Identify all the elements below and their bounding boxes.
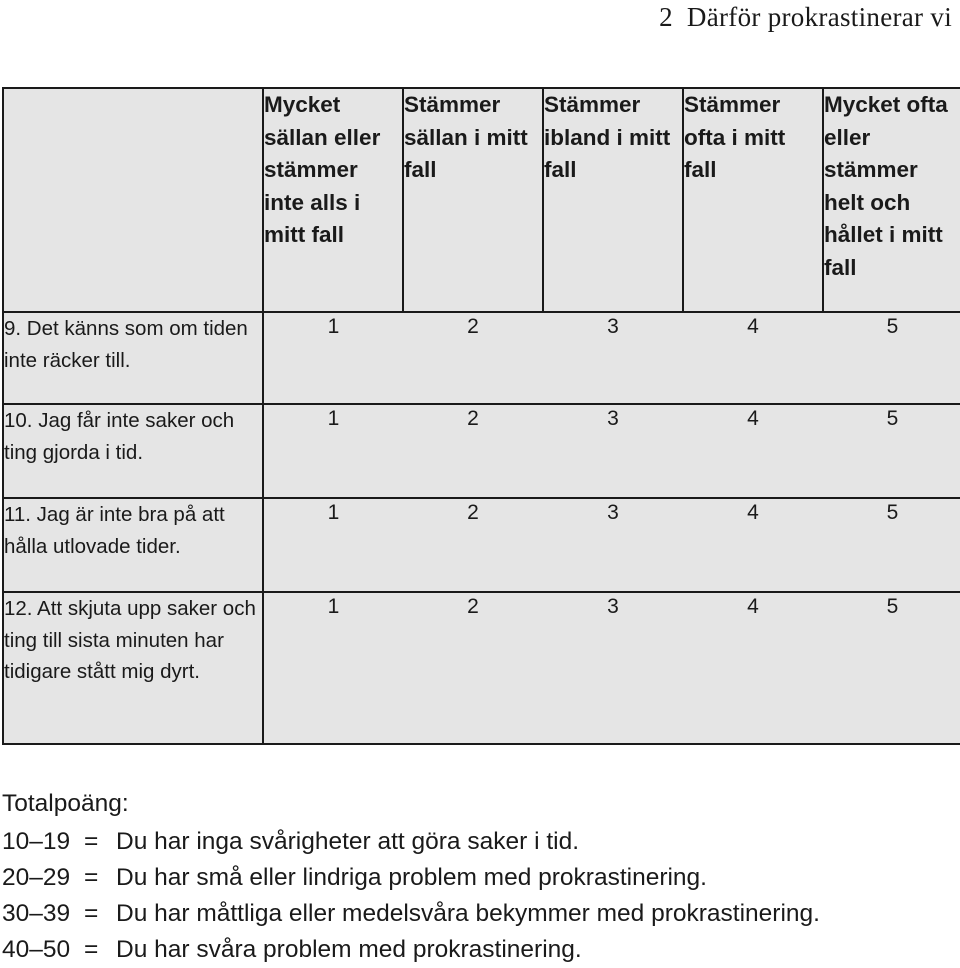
- equals-sign: =: [84, 864, 99, 891]
- score-cell[interactable]: 3: [543, 312, 683, 404]
- statement-cell: 11. Jag är inte bra på att hålla utlovade tider.: [3, 498, 263, 592]
- score-cell[interactable]: 2: [403, 312, 543, 404]
- survey-table: [2, 87, 960, 745]
- table-row: [3, 312, 960, 404]
- score-cell[interactable]: 1: [263, 312, 403, 404]
- column-header: Mycket ofta eller stämmer helt och hållet i mitt fall: [823, 88, 960, 312]
- equals-sign: =: [84, 900, 99, 927]
- totals-line: [2, 896, 820, 932]
- table-row: [3, 498, 960, 592]
- score-cell[interactable]: 2: [403, 498, 543, 592]
- totals-label: Totalpoäng:: [2, 790, 129, 817]
- column-header: Mycket sällan eller stämmer inte alls i mitt fall: [263, 88, 403, 312]
- score-range: 10–19: [2, 828, 71, 855]
- score-range: 20–29: [2, 864, 71, 891]
- column-header: Stämmer sällan i mitt fall: [403, 88, 543, 312]
- table-row: [3, 404, 960, 498]
- score-cell[interactable]: 3: [543, 592, 683, 744]
- table-row: [3, 592, 960, 744]
- score-cell[interactable]: 1: [263, 404, 403, 498]
- score-cell[interactable]: 2: [403, 404, 543, 498]
- score-cell[interactable]: 5: [823, 312, 960, 404]
- score-cell[interactable]: 5: [823, 498, 960, 592]
- totals-section: [2, 786, 820, 968]
- corner-cell: [3, 88, 263, 312]
- score-cell[interactable]: 4: [683, 312, 823, 404]
- score-cell[interactable]: 1: [263, 592, 403, 744]
- score-cell[interactable]: 3: [543, 498, 683, 592]
- score-cell[interactable]: 5: [823, 592, 960, 744]
- score-cell[interactable]: 3: [543, 404, 683, 498]
- equals-sign: =: [84, 828, 99, 855]
- score-cell[interactable]: 1: [263, 498, 403, 592]
- statement-cell: 9. Det känns som om tiden inte räcker till.: [3, 312, 263, 404]
- equals-sign: =: [84, 936, 99, 963]
- score-cell[interactable]: 4: [683, 404, 823, 498]
- chapter-title: Därför prokrastinerar vi: [686, 2, 952, 32]
- score-range: 40–50: [2, 936, 71, 963]
- score-cell[interactable]: 2: [403, 592, 543, 744]
- score-interpretation: Du har svåra problem med prokrastinering.: [116, 936, 582, 963]
- score-cell[interactable]: 4: [683, 498, 823, 592]
- score-interpretation: Du har måttliga eller medelsvåra bekymmer med prokrastinering.: [116, 900, 820, 927]
- score-cell[interactable]: 4: [683, 592, 823, 744]
- totals-line: [2, 824, 820, 860]
- totals-line: [2, 860, 820, 896]
- score-cell[interactable]: 5: [823, 404, 960, 498]
- header-row: [3, 88, 960, 312]
- score-interpretation: Du har små eller lindriga problem med prokrastinering.: [116, 864, 707, 891]
- chapter-number: 2: [659, 2, 673, 32]
- score-range: 30–39: [2, 900, 71, 927]
- column-header: Stämmer ibland i mitt fall: [543, 88, 683, 312]
- totals-line: [2, 932, 820, 968]
- statement-cell: 10. Jag får inte saker och ting gjorda i tid.: [3, 404, 263, 498]
- statement-cell: 12. Att skjuta upp saker och ting till sista minuten har tidigare stått mig dyrt.: [3, 592, 263, 744]
- column-header: Stämmer ofta i mitt fall: [683, 88, 823, 312]
- running-head: [659, 2, 952, 33]
- score-interpretation: Du har inga svårigheter att göra saker i tid.: [116, 828, 580, 855]
